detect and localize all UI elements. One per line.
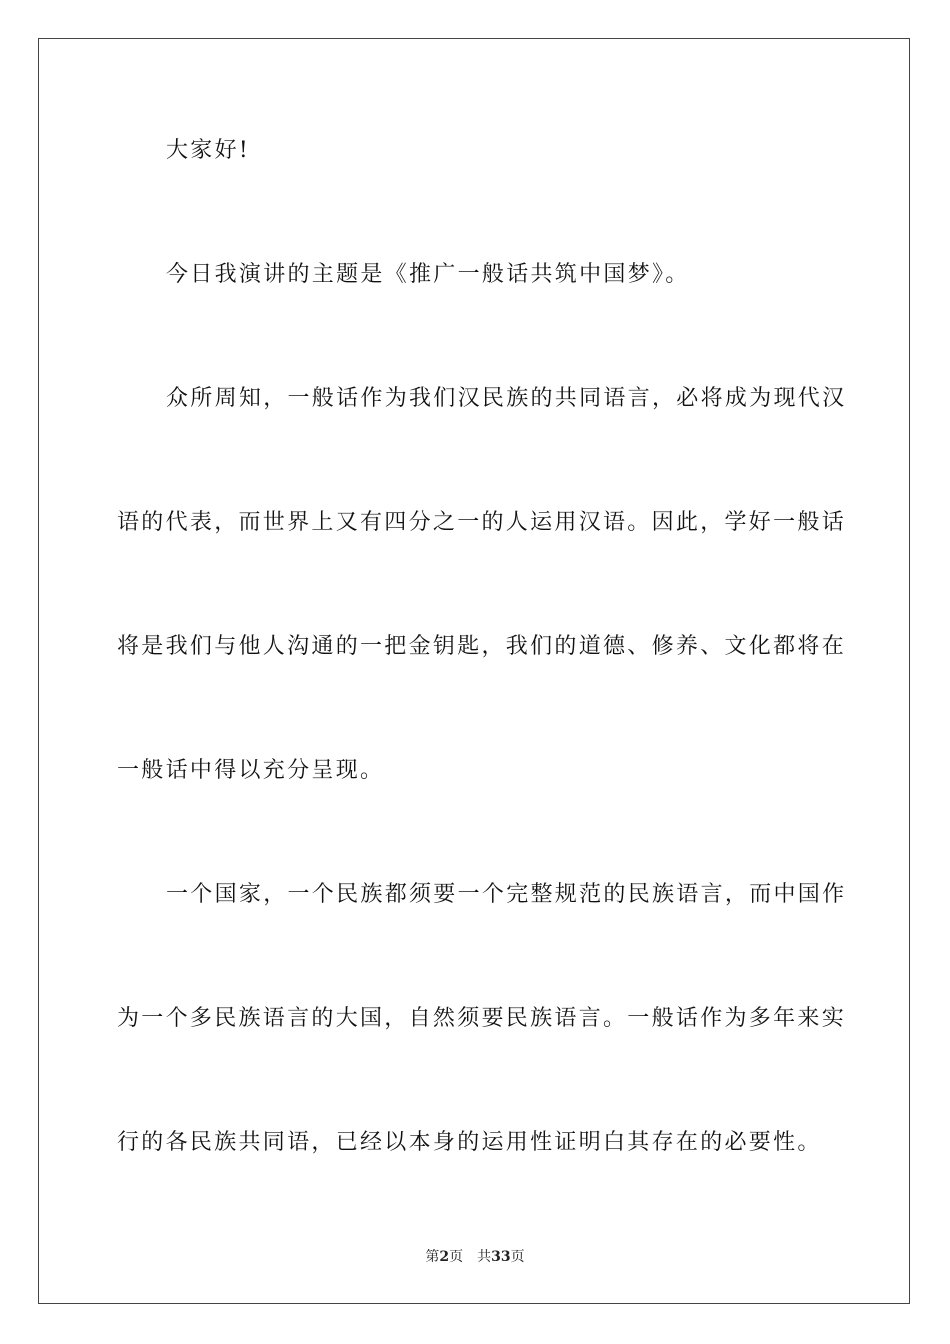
total-pages: 33 (491, 1249, 511, 1265)
paragraph-2-line-1: 一个国家，一个民族都须要一个完整规范的民族语言，而中国作 (166, 882, 847, 907)
greeting-line: 大家好! (166, 138, 251, 163)
page-suffix: 页 (449, 1249, 464, 1265)
total-prefix: 共 (477, 1249, 492, 1265)
page-number: 2 (439, 1249, 450, 1265)
page-footer (0, 1248, 950, 1266)
topic-line: 今日我演讲的主题是《推广一般话共筑中国梦》。 (166, 262, 690, 287)
total-suffix: 页 (510, 1249, 525, 1265)
page-prefix: 第 (425, 1249, 440, 1265)
paragraph-1-line-3: 将是我们与他人沟通的一把金钥匙，我们的道德、修养、文化都将在 (117, 634, 847, 659)
paragraph-2-line-2: 为一个多民族语言的大国，自然须要民族语言。一般话作为多年来实 (117, 1006, 847, 1031)
paragraph-1-line-1: 众所周知，一般话作为我们汉民族的共同语言，必将成为现代汉 (166, 386, 847, 411)
page-border (38, 38, 910, 1304)
paragraph-1-line-4: 一般话中得以充分呈现。 (117, 758, 385, 783)
paragraph-2-line-3: 行的各民族共同语，已经以本身的运用性证明白其存在的必要性。 (117, 1130, 822, 1155)
paragraph-1-line-2: 语的代表，而世界上又有四分之一的人运用汉语。因此，学好一般话 (117, 510, 847, 535)
